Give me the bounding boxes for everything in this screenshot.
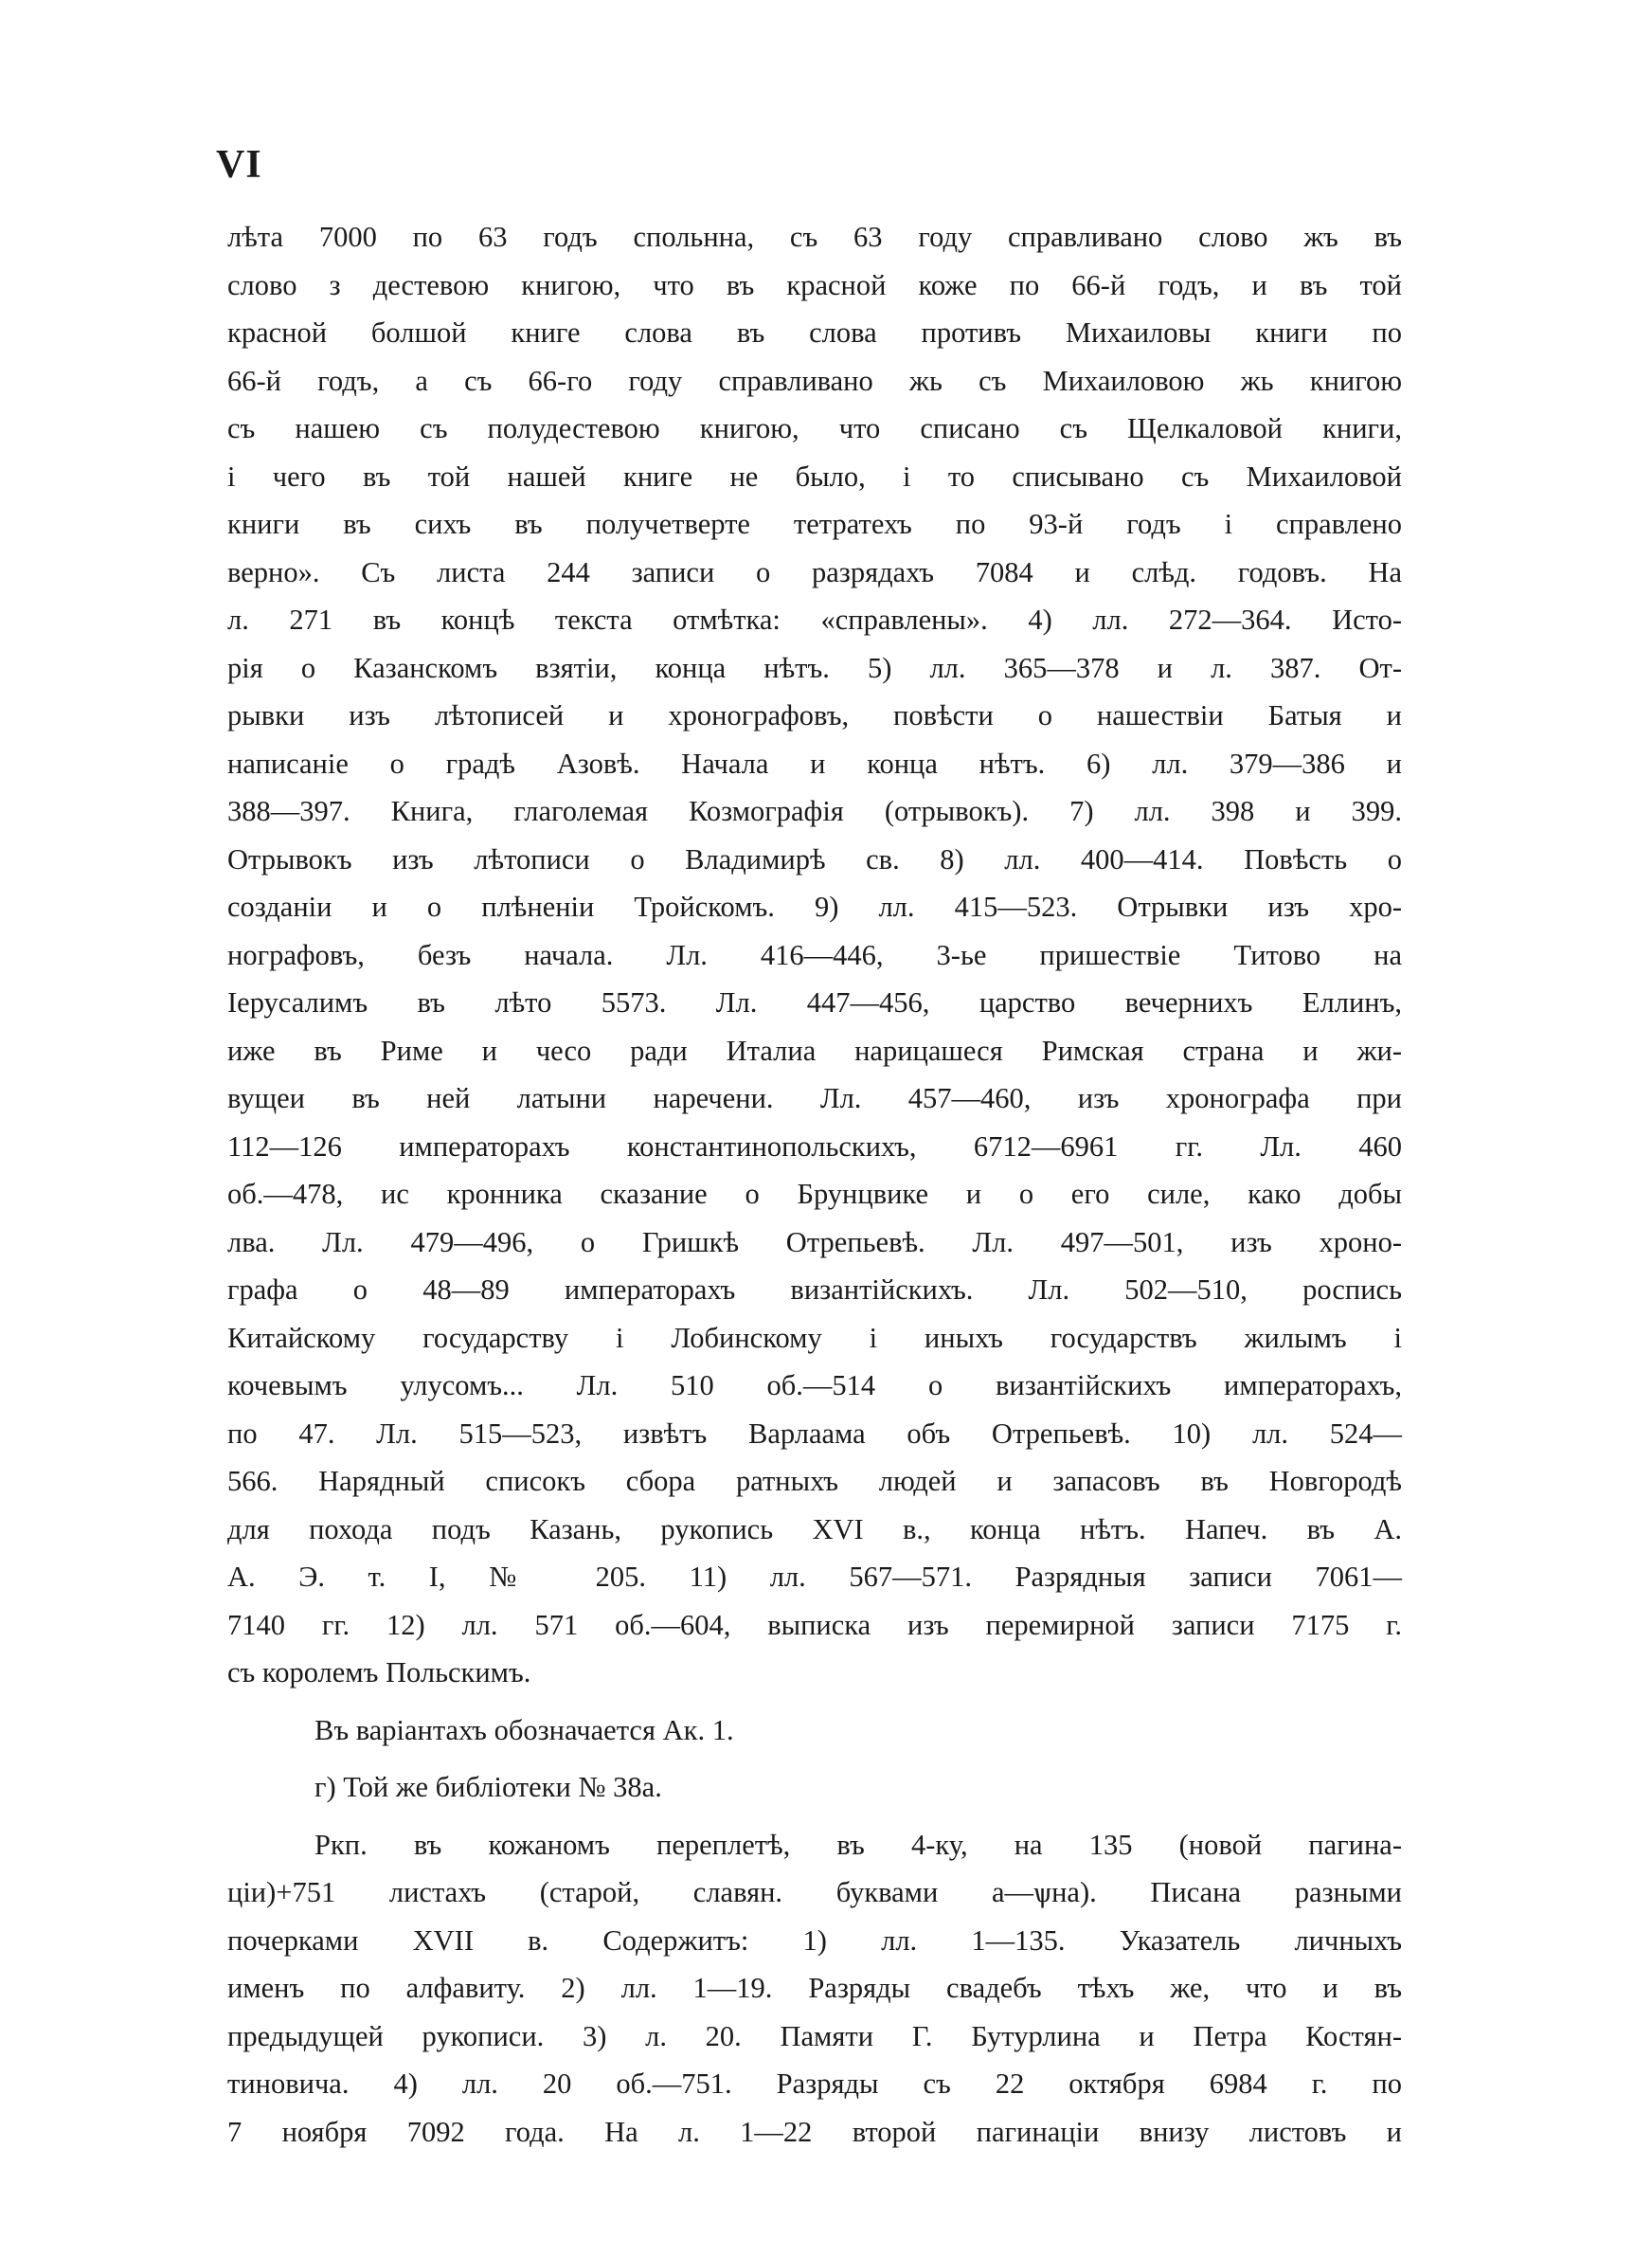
text-line: ціи)+751 листахъ (старой, славян. буквами а—ѱна). Писана разными [227, 1876, 1402, 1908]
text-line: Китайскому государству і Лобинскому і иныхъ государствъ жилымъ і [227, 1321, 1402, 1354]
text-line: 566. Нарядный списокъ сбора ратныхъ людей и запасовъ въ Новгородѣ [227, 1465, 1402, 1497]
text-line: Ркп. въ кожаномъ переплетѣ, въ 4-ку, на 135 (новой пагина- [314, 1828, 1402, 1861]
text-line: слово з дестевою книгою, что въ красной коже по 66-й годъ, и въ той [227, 268, 1402, 301]
paragraph-gap [227, 1754, 1402, 1763]
text-line: і чего въ той нашей книге не было, і то списывано съ Михаиловой [227, 460, 1402, 493]
text-line: 66-й годъ, а съ 66-го году справливано жь съ Михаиловою жь книгою [227, 364, 1402, 397]
text-line: для похода подъ Казань, рукопись XVI в., конца нѣтъ. Напеч. въ А. [227, 1512, 1402, 1545]
text-line: 388—397. Книга, глаголемая Козмографія (отрывокъ). 7) лл. 398 и 399. [227, 795, 1402, 827]
text-line: А. Э. т. I, № 205. 11) лл. 567—571. Разрядныя записи 7061— [227, 1561, 1402, 1593]
text-line: об.—478, ис кронника сказание о Брунцвике и о его силе, како добы [227, 1178, 1402, 1210]
text-line: нографовъ, безъ начала. Лл. 416—446, 3-ье пришествіе Титово на [227, 938, 1402, 971]
text-line: съ нашею съ полудестевою книгою, что списано съ Щелкаловой книги, [227, 412, 1402, 444]
text-line: лва. Лл. 479—496, о Гришкѣ Отрепьевѣ. Лл. 497—501, изъ хроно- [227, 1225, 1402, 1258]
text-line: Іерусалимъ въ лѣто 5573. Лл. 447—456, царство вечерниxъ Еллинъ, [227, 986, 1402, 1019]
text-line: 7140 гг. 12) лл. 571 об.—604, выписка изъ перемирной записи 7175 г. [227, 1608, 1402, 1641]
text-line: созданіи и о плѣненіи Тройскомъ. 9) лл. 415—523. Отрывки изъ хро- [227, 891, 1402, 923]
text-line: графа о 48—89 императорахъ византійскихъ. Лл. 502—510, роспись [227, 1273, 1402, 1306]
text-line: л. 271 въ концѣ текста отмѣтка: «справлены». 4) лл. 272—364. Исто- [227, 604, 1402, 636]
page-number: VI [216, 143, 262, 187]
text-line: предыдущей рукописи. 3) л. 20. Памяти Г. Бутурлина и Петра Костян- [227, 2019, 1402, 2052]
text-line: написаніе о градѣ Азовѣ. Начала и конца нѣтъ. 6) лл. 379—386 и [227, 747, 1402, 780]
text-line: рывки изъ лѣтописей и хронографовъ, повѣсти о нашествіи Батыя и [227, 699, 1402, 731]
text-line: красной болшой книге слова въ слова противъ Михаиловы книги по [227, 316, 1402, 349]
section-heading: г) Той же библіотеки № 38а. [314, 1771, 662, 1803]
paragraph-gap [227, 1812, 1402, 1821]
text-line: кочевымъ улусомъ... Лл. 510 об.—514 о византійскихъ императорахъ, [227, 1369, 1402, 1401]
text-line: лѣта 7000 по 63 годъ спольнна, съ 63 году справливано слово жъ въ [227, 221, 1402, 253]
text-line: рія о Казанскомъ взятіи, конца нѣтъ. 5) лл. 365—378 и л. 387. От- [227, 651, 1402, 684]
text-line: Отрывокъ изъ лѣтописи о Владимирѣ св. 8) лл. 400—414. Повѣсть о [227, 842, 1402, 876]
paragraph-gap [227, 1697, 1402, 1706]
text-line: 7 ноября 7092 года. На л. 1—22 второй пагинаціи внизу листовъ и [227, 2115, 1402, 2148]
text-line: иже въ Риме и чесо ради Италиа нарицашеся Римская страна и жи- [227, 1034, 1402, 1067]
text-line: верно». Съ листа 244 записи о разрядахъ 7084 и слѣд. годовъ. На [227, 555, 1402, 588]
text-line: почерками XVII в. Содержитъ: 1) лл. 1—135. Указатель личныхъ [227, 1923, 1402, 1957]
text-line: вущеи въ ней латыни наречени. Лл. 457—460, изъ хронографа при [227, 1082, 1402, 1114]
text-line: именъ по алфавиту. 2) лл. 1—19. Разряды свадебъ тѣхъ же, что и въ [227, 1972, 1402, 2004]
variant-note: Въ варіантахъ обозначается Ак. 1. [314, 1713, 734, 1746]
text-line: по 47. Лл. 515—523, извѣтъ Варлаама объ Отрепьевѣ. 10) лл. 524— [227, 1417, 1402, 1450]
text-line: тиновича. 4) лл. 20 об.—751. Разряды съ 22 октября 6984 г. по [227, 2067, 1402, 2100]
text-line: книги въ сихъ въ получетверте тетратехъ по 93-й годъ і справлено [227, 508, 1402, 540]
text-line: съ королемъ Польскимъ. [227, 1656, 531, 1688]
text-line: 112—126 императорахъ константинопольскихъ, 6712—6961 гг. Лл. 460 [227, 1129, 1402, 1163]
body-text [227, 213, 1402, 2156]
